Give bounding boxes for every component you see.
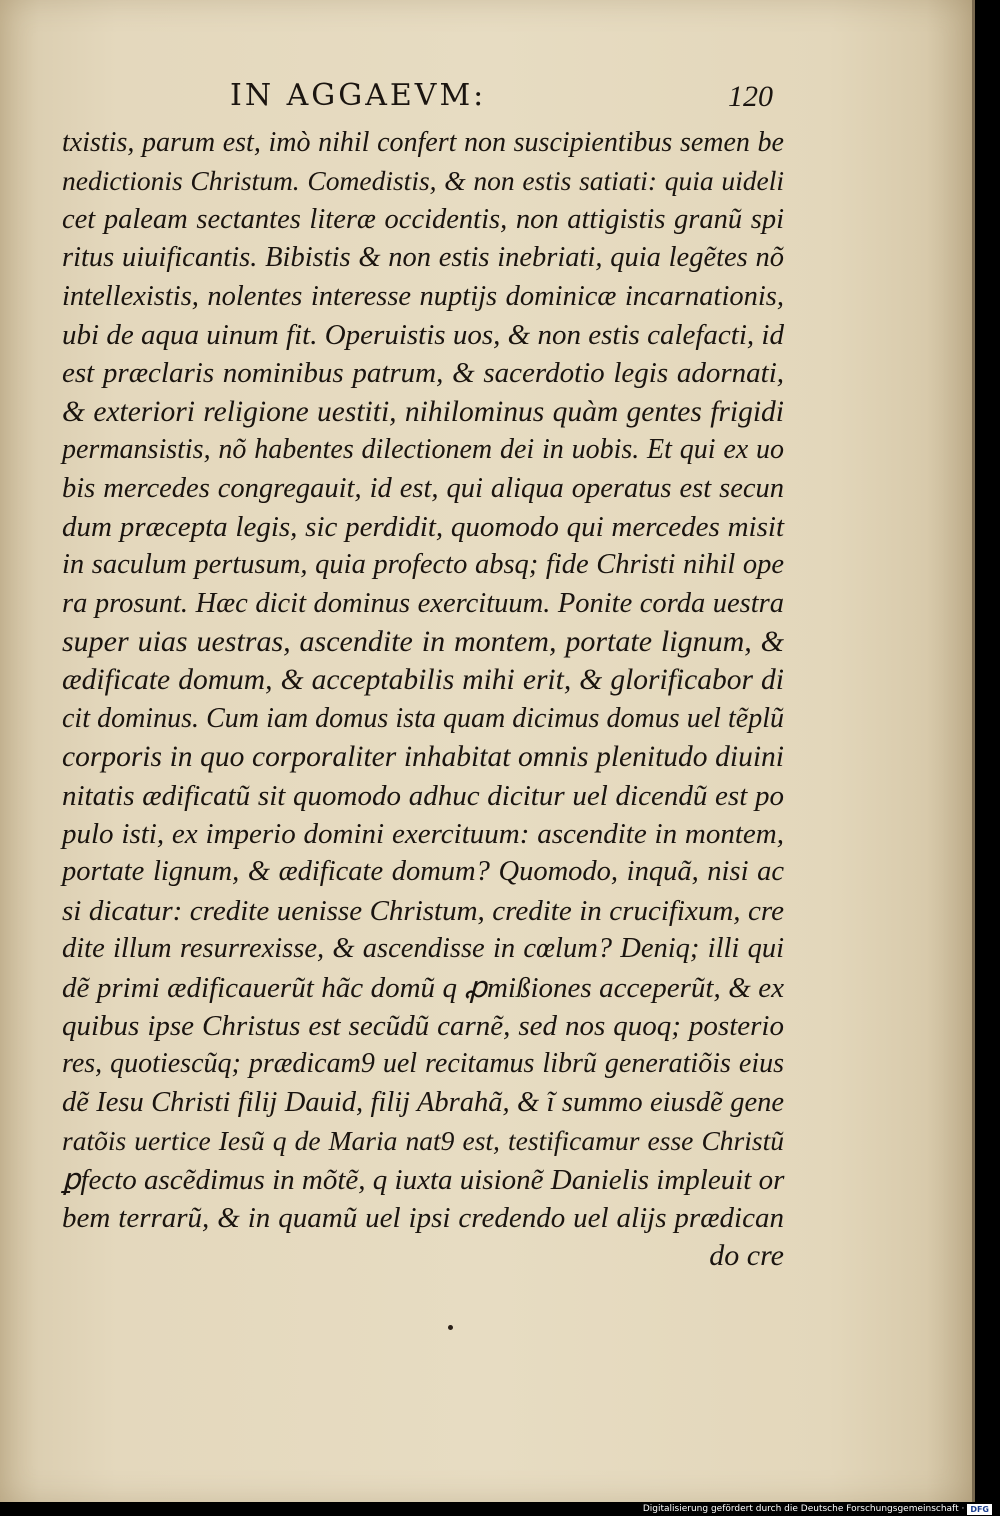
body-text bbox=[62, 124, 784, 1276]
ink-dot bbox=[448, 1325, 453, 1330]
footer-credit: Digitalisierung gefördert durch die Deutsche Forschungsgemeinschaft · bbox=[642, 1504, 965, 1514]
text-line: dite illum resurrexisse, & ascendisse in cœlum? Deniq; illi qui bbox=[62, 933, 784, 965]
text-line: cet paleam sectantes literæ occidentis, non attigistis granũ spi bbox=[62, 203, 784, 235]
text-line: dẽ primi ædificauerũt hãc domũ q ꝓmißiones acceperũt, & ex bbox=[62, 971, 784, 1004]
text-line: ra prosunt. Hæc dicit dominus exercituum. Ponite corda uestra bbox=[62, 587, 784, 619]
text-line: est præclaris nominibus patrum, & sacerdotio legis adornati, bbox=[62, 357, 784, 390]
text-line: dum præcepta legis, sic perdidit, quomodo qui mercedes misit bbox=[62, 510, 784, 543]
dfg-logo-icon: DFG bbox=[967, 1504, 992, 1515]
text-line: quibus ipse Christus est secũdũ carnẽ, sed nos quoq; posterio bbox=[62, 1009, 784, 1042]
text-line: ædificate domum, & acceptabilis mihi erit, & glorificabor di bbox=[62, 664, 784, 697]
text-line: ratõis uertice Iesũ q de Maria nat9 est, testificamur esse Christũ bbox=[62, 1125, 784, 1157]
text-line: bem terrarũ, & in quamũ uel ipsi credendo uel alijs prædican bbox=[62, 1201, 784, 1234]
text-line: bis mercedes congregauit, id est, qui aliqua operatus est secun bbox=[62, 472, 784, 504]
page-edge bbox=[972, 0, 975, 1502]
digitization-footer bbox=[643, 1502, 992, 1516]
catchword: do cre bbox=[709, 1239, 784, 1273]
text-line: in saculum pertusum, quia profecto absq; fide Christi nihil ope bbox=[62, 549, 784, 581]
text-line: intellexistis, nolentes interesse nuptijs dominicæ incarnationis, bbox=[62, 280, 784, 312]
text-line: cit dominus. Cum iam domus ista quam dicimus domus uel tẽplũ bbox=[62, 702, 784, 734]
text-line: ubi de aqua uinum fit. Operuistis uos, & non estis calefacti, id bbox=[62, 318, 784, 351]
running-head: IN AGGAEVM: bbox=[230, 78, 487, 113]
text-line: corporis in quo corporaliter inhabitat omnis plenitudo diuini bbox=[62, 741, 784, 774]
text-line: portate lignum, & ædificate domum? Quomodo, inquã, nisi ac bbox=[62, 856, 784, 888]
text-line: txistis, parum est, imò nihil confert non suscipientibus semen be bbox=[62, 127, 784, 158]
text-line: ritus uiuificantis. Bibistis & non estis inebriati, quia legẽtes nõ bbox=[62, 242, 784, 274]
text-line: nedictionis Christum. Comedistis, & non estis satiati: quia uideli bbox=[62, 165, 784, 197]
text-line: ꝑfecto ascẽdimus in mõtẽ, q iuxta uisionẽ Danielis impleuit or bbox=[62, 1163, 785, 1196]
text-line: res, quotiescũq; prædicam9 uel recitamus librũ generatiõis eius bbox=[62, 1048, 784, 1080]
text-line: permansistis, nõ habentes dilectionem dei in uobis. Et qui ex uo bbox=[62, 434, 784, 466]
text-line: & exteriori religione uestiti, nihilominus quàm gentes frigidi bbox=[62, 395, 784, 428]
text-line: dẽ Iesu Christi filij Dauid, filij Abrahã, & ĩ summo eiusdẽ gene bbox=[62, 1086, 784, 1118]
text-line: si dicatur: credite uenisse Christum, credite in crucifixum, cre bbox=[62, 894, 784, 927]
text-line: super uias uestras, ascendite in montem, portate lignum, & bbox=[62, 625, 784, 659]
text-line: nitatis ædificatũ sit quomodo adhuc dicitur uel dicendũ est po bbox=[62, 779, 784, 812]
text-line: pulo isti, ex imperio domini exercituum: ascendite in montem, bbox=[62, 818, 784, 851]
folio-number: 120 bbox=[728, 80, 773, 113]
